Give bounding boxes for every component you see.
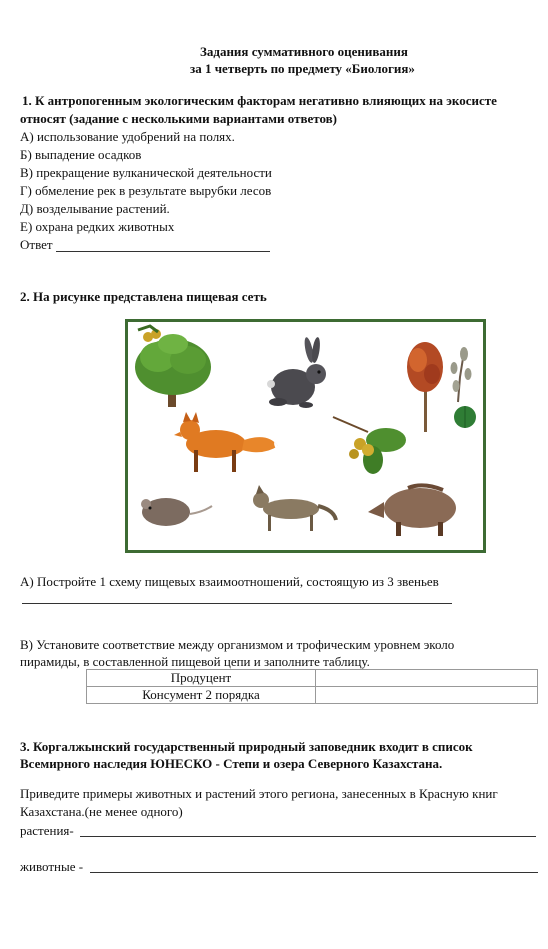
trophic-level-table (86, 669, 538, 704)
q1-title-line1: 1. К антропогенным экологическим факторам негативно влияющих на экосисте (22, 93, 497, 108)
food-web-figure (125, 319, 486, 553)
q1-title-line2: относят (задание с несколькими вариантами ответов) (20, 111, 337, 126)
acorn-branch-icon (333, 417, 406, 474)
oak-tree-icon (135, 326, 211, 407)
q2-title: 2. На рисунке представлена пищевая сеть (20, 289, 267, 304)
q3-title-line2: Всемирного наследия ЮНЕСКО - Степи и озера Северного Казахстана. (20, 756, 443, 771)
q3-text-line1: Приведите примеры животных и растений этого региона, занесенных в Красную книг (20, 786, 498, 801)
q2-task-b-line2: пирамиды, в составленной пищевой цепи и заполните таблицу. (20, 654, 370, 669)
table-row (87, 670, 538, 687)
table-row (87, 687, 538, 704)
willow-branch-icon (451, 347, 472, 402)
q3-plants-label: растения- (20, 823, 74, 838)
q2-task-a-answer-line[interactable] (22, 603, 452, 604)
q3-animals-label: животные - (20, 859, 84, 874)
q2-task-b-line1: В) Установите соответствие между организмом и трофическим уровнем эколо (20, 637, 455, 652)
table-cell-label: Продуцент (87, 670, 316, 687)
q1-option-e: Е) охрана редких животных (20, 219, 175, 234)
q2-task-a: А) Постройте 1 схему пищевых взаимоотношений, состоящую из 3 звеньев (20, 574, 439, 589)
q3-plants-answer-line[interactable] (80, 836, 536, 837)
q3-text-line2: Казахстана.(не менее одного) (20, 804, 183, 819)
document-title: Задания суммативного оценивания (200, 44, 408, 59)
q3-animals-answer-line[interactable] (90, 872, 538, 873)
q1-option-v: В) прекращение вулканической деятельности (20, 165, 272, 180)
boar-icon (368, 485, 456, 536)
q1-option-b: Б) выпадение осадков (20, 147, 142, 162)
leaf-icon (454, 406, 476, 428)
document-subtitle: за 1 четверть по предмету «Биология» (190, 61, 415, 76)
rowan-tree-icon (407, 342, 443, 432)
q1-option-d: Д) возделывание растений. (20, 201, 170, 216)
wolf-icon (253, 485, 336, 531)
mouse-icon (141, 498, 212, 526)
fox-icon (174, 412, 279, 472)
q1-option-g: Г) обмеление рек в результате вырубки лесов (20, 183, 272, 198)
table-cell-answer[interactable] (316, 687, 538, 704)
table-cell-answer[interactable] (316, 670, 538, 687)
q1-answer-line[interactable] (56, 251, 270, 252)
q1-option-a: А) использование удобрений на полях. (20, 129, 235, 144)
q1-answer-label: Ответ (20, 237, 53, 252)
q3-title-line1: 3. Коргалжынский государственный природный заповедник входит в список (20, 739, 473, 754)
rabbit-icon (267, 337, 326, 408)
table-cell-label: Консумент 2 порядка (87, 687, 316, 704)
